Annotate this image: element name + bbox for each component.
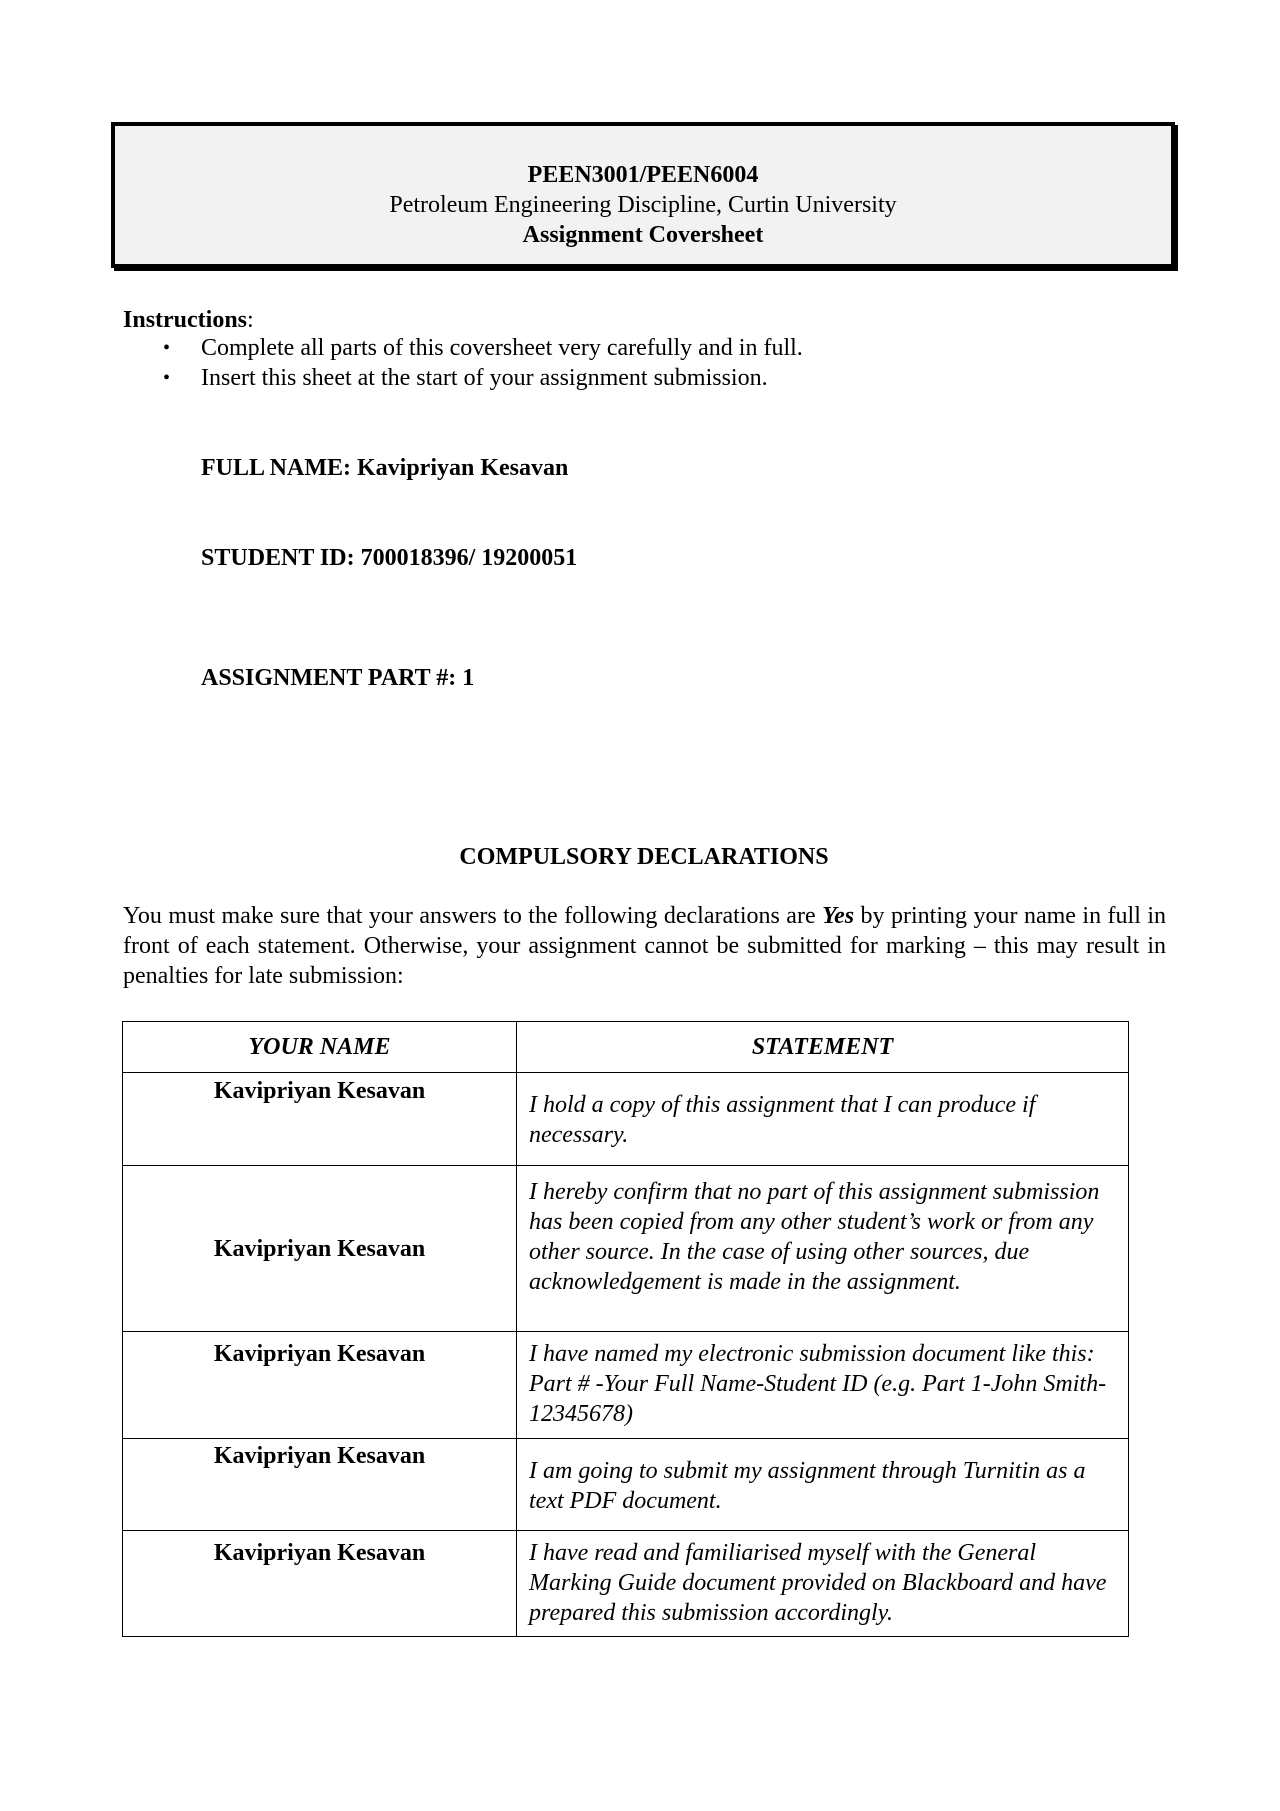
declarant-name: Kavipriyan Kesavan bbox=[123, 1332, 517, 1439]
bullet-icon: • bbox=[163, 367, 171, 389]
column-header-statement: STATEMENT bbox=[517, 1022, 1129, 1073]
declarant-name: Kavipriyan Kesavan bbox=[123, 1531, 517, 1637]
instruction-item: • Insert this sheet at the start of your assignment submission. bbox=[163, 365, 768, 391]
declarant-name: Kavipriyan Kesavan bbox=[123, 1166, 517, 1332]
course-code: PEEN3001/PEEN6004 bbox=[527, 162, 759, 188]
instructions-list bbox=[123, 333, 803, 393]
declaration-statement: I am going to submit my assignment through Turnitin as a text PDF document. bbox=[517, 1439, 1129, 1531]
table-header-row bbox=[123, 1022, 1129, 1073]
full-name-field: FULL NAME: Kavipriyan Kesavan bbox=[201, 455, 569, 481]
student-id-field: STUDENT ID: 700018396/ 19200051 bbox=[201, 545, 578, 571]
document-title: Assignment Coversheet bbox=[522, 222, 764, 248]
declaration-statement: I have named my electronic submission document like this: Part # -Your Full Name-Student ID (e.g. Part 1-John Smith-12345678) bbox=[517, 1332, 1129, 1439]
column-header-name: YOUR NAME bbox=[123, 1022, 517, 1073]
coversheet-header bbox=[111, 122, 1175, 268]
declarant-name: Kavipriyan Kesavan bbox=[123, 1439, 517, 1531]
assignment-part-field: ASSIGNMENT PART #: 1 bbox=[201, 665, 475, 691]
declaration-statement: I hereby confirm that no part of this assignment submission has been copied from any other student’s work or from any other source. In the case of using other sources, due acknowledgement is made in the assignment. bbox=[517, 1166, 1129, 1332]
department: Petroleum Engineering Discipline, Curtin University bbox=[389, 192, 897, 218]
table-row bbox=[123, 1332, 1129, 1439]
declarant-name: Kavipriyan Kesavan bbox=[123, 1073, 517, 1166]
table-row bbox=[123, 1531, 1129, 1637]
table-row bbox=[123, 1439, 1129, 1531]
declarations-table bbox=[122, 1021, 1129, 1637]
declaration-statement: I have read and familiarised myself with the General Marking Guide document provided on Blackboard and have prepared this submission accordingly. bbox=[517, 1531, 1129, 1637]
declarations-intro: You must make sure that your answers to the following declarations are Yes by printing your name in full in front of each statement. Otherwise, your assignment cannot be submitted for marking – this may result in penalties for late submission: bbox=[123, 903, 1167, 989]
yes-emphasis: Yes bbox=[822, 903, 855, 929]
instruction-item: • Complete all parts of this coversheet very carefully and in full. bbox=[163, 335, 803, 361]
declaration-statement: I hold a copy of this assignment that I can produce if necessary. bbox=[517, 1073, 1129, 1166]
bullet-icon: • bbox=[163, 337, 171, 359]
table-row bbox=[123, 1166, 1129, 1332]
declarations-title: COMPULSORY DECLARATIONS bbox=[459, 844, 829, 870]
table-row bbox=[123, 1073, 1129, 1166]
instructions-heading: Instructions: bbox=[123, 307, 254, 333]
